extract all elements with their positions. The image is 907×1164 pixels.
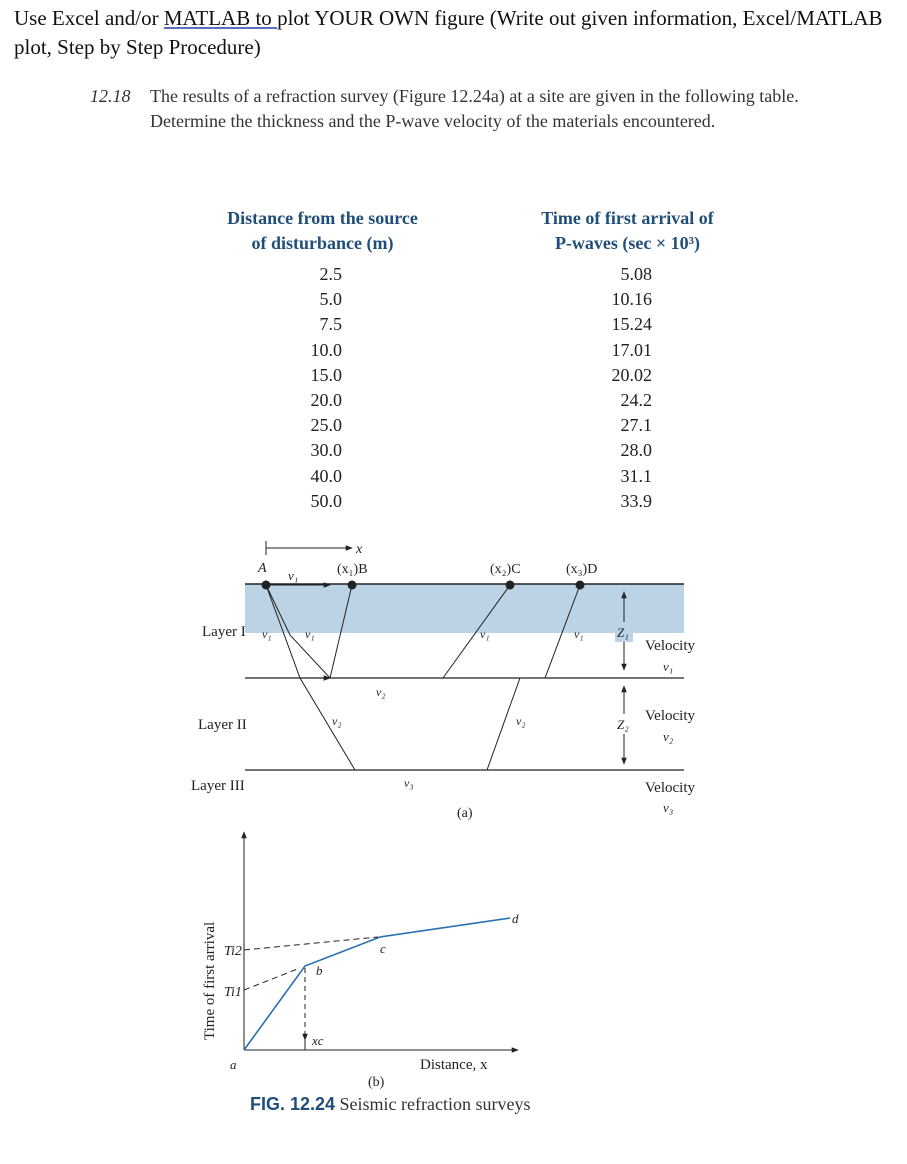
ray-v1-label-1: v₁ — [262, 627, 272, 641]
time-cell: 31.1 — [620, 465, 652, 486]
distance-cell: 40.0 — [310, 465, 342, 486]
point-c-label: (x₂)C — [490, 562, 521, 577]
travel-time-curve — [244, 918, 510, 1050]
distance-cell: 25.0 — [310, 415, 342, 436]
distance-cell: 15.0 — [310, 364, 342, 385]
figure-title: Seismic refraction surveys — [339, 1094, 531, 1114]
time-cell: 28.0 — [620, 440, 652, 461]
ray-v1-label-4: v₁ — [574, 627, 584, 641]
direct-v1-label: v₁ — [288, 568, 299, 583]
point-a-label: A — [258, 561, 267, 576]
time-cell: 17.01 — [611, 339, 652, 360]
velocity-3-symbol: v₃ — [663, 800, 674, 815]
interface-v3-label: v₃ — [404, 776, 414, 790]
z1-label: Z₁ — [617, 625, 629, 640]
figure-b — [202, 832, 519, 1090]
time-header-line1: Time of first arrival of — [541, 208, 714, 228]
figure-a-sublabel: (a) — [457, 806, 473, 821]
distance-cell: 20.0 — [310, 389, 342, 410]
ray-v1-label-2: v₁ — [305, 627, 315, 641]
figure-b-sublabel: (b) — [368, 1075, 385, 1090]
velocity-1-symbol: v₁ — [663, 659, 674, 674]
time-cell: 20.02 — [611, 364, 652, 385]
distance-header-line1: Distance from the source — [227, 208, 418, 228]
point-d-label: (x₃)D — [566, 562, 598, 577]
ray-v2-label-2: v₂ — [516, 714, 526, 728]
velocity-1-word: Velocity — [645, 638, 695, 654]
velocity-3-word: Velocity — [645, 780, 695, 796]
ti2-extension — [244, 937, 378, 950]
interface-v2-label: v₂ — [376, 685, 386, 699]
instructions-part2: plot YOUR OWN figure (Write out given information, Excel/MATLAB plot, Step by Step Procedure) — [14, 6, 883, 59]
time-cell: 5.08 — [620, 264, 652, 284]
time-cell: 15.24 — [611, 314, 652, 335]
problem-number: 12.18 — [90, 86, 131, 106]
distance-header-line2: of disturbance (m) — [251, 233, 394, 253]
instructions-part1: Use Excel and/or — [14, 6, 164, 30]
point-b-label-b: b — [316, 963, 323, 978]
distance-cell: 5.0 — [319, 289, 342, 310]
velocity-2-symbol: v₂ — [663, 729, 674, 744]
point-d-label-b: d — [512, 911, 519, 926]
velocity-2-word: Velocity — [645, 708, 695, 724]
layer-3-label: Layer III — [191, 778, 245, 794]
distance-cell: 30.0 — [310, 440, 342, 461]
layer-2-label: Layer II — [198, 717, 247, 733]
time-cell: 27.1 — [620, 415, 652, 436]
point-a-label-b: a — [230, 1057, 237, 1072]
xc-label: xc — [312, 1033, 324, 1048]
point-c-label-b: c — [380, 941, 386, 956]
y-axis-label: Time of first arrival — [202, 921, 218, 1040]
time-cell: 24.2 — [620, 389, 652, 410]
layer-1-label: Layer I — [202, 624, 246, 640]
ti2-label: Ti2 — [224, 944, 242, 959]
figure-a — [191, 541, 695, 821]
ray-v1-label-3: v₁ — [480, 627, 490, 641]
ti1-label: Ti1 — [224, 985, 242, 1000]
distance-cell: 10.0 — [310, 339, 342, 360]
ti1-extension — [244, 968, 300, 990]
problem-text: The results of a refraction survey (Figure 12.24a) at a site are given in the following table. Determine the thickness and the P-wave velocity of the materials encountered. — [150, 86, 799, 131]
time-cell: 33.9 — [620, 490, 652, 511]
instructions-underlined: MATLAB to — [163, 6, 278, 30]
distance-cell: 50.0 — [310, 490, 342, 511]
x-axis-label: Distance, x — [420, 1057, 488, 1073]
x-label: x — [356, 542, 363, 557]
time-header-line2: P-waves (sec × 10³) — [554, 233, 701, 253]
figure-caption — [250, 1094, 531, 1115]
time-cell: 10.16 — [611, 289, 652, 310]
distance-cell: 7.5 — [319, 314, 342, 335]
z2-label: Z₂ — [617, 717, 629, 732]
distance-cell: 2.5 — [319, 264, 342, 284]
point-b-label: (x₁)B — [337, 562, 368, 577]
figure-number: FIG. 12.24 — [250, 1094, 336, 1114]
ray-v2-label-1: v₂ — [332, 714, 342, 728]
